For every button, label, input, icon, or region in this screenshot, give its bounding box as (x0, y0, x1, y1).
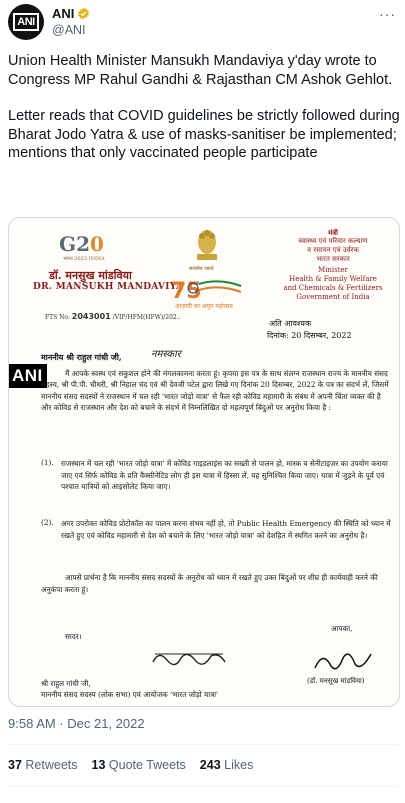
emblem-motto: सत्यमेव जयते (189, 266, 214, 272)
tweet-timestamp[interactable]: 9:58 AM · Dec 21, 2022 (8, 716, 145, 731)
retweets-stat[interactable]: 37 Retweets (8, 758, 78, 772)
handwritten-note (149, 644, 229, 672)
tweet-header (8, 4, 398, 42)
sign-off: सादर। (65, 632, 82, 641)
quote-tweets-stat[interactable]: 13 Quote Tweets (91, 758, 186, 772)
list-item: अगर उपरोक्त कोविड प्रोटोकॉल का पालन करना संभव नहीं हो, तो Public Health Emergency की स्थिति को ध्यान में रखते हुए एवं कोविड महामारी से देश को बचाने के लिए 'भारत जोड़ो यात्रा' को देशहित में स्थगित करने का अनुरोध है। (61, 519, 391, 540)
author-name-row[interactable] (52, 6, 90, 21)
tweet-paragraph: Union Health Minister Mansukh Mandaviya y'day wrote to Congress MP Rahul Gandhi & Rajasthan CM Ashok Gehlot. (8, 53, 393, 88)
yours-label: आपका, (331, 624, 353, 633)
letter-paragraph: मैं आपके स्वस्थ एवं सकुशल होने की मंगलकामना करता हूं। कृपया इस पत्र के साथ संलग्न राजस्थान राज्य के माननीय संसद सदस्य, श्री पी.पी. चौधरी, श्री निहाल चंद एवं श्री देवजी पटेल द्वारा लिखे गए दिनांक 20 दिसम्बर, 2022 के पत्र का संदर्भ लें, जिसमें माननीय संसद सदस्यों ने राजस्थान में चल रही 'भारत जोड़ो यात्रा' से फैल रही कोविड महामारी के संबंध में अपनी चिंता व्यक्त की है और कोविड से राजस्थान और देश को बचाने के संदर्भ में निम्नलिखित दो महत्वपूर्ण बिंदुओं पर अनुरोध किया है : (41, 369, 389, 412)
more-options-icon[interactable]: ··· (379, 6, 396, 22)
list-item: राजस्थान में चल रही 'भारत जोड़ो यात्रा' में कोविड गाइडलाइंस का सख्ती से पालन हो, मास्क व सेनीटाइज़र का उपयोग कराया जाए एवं सिर्फ कोविड के प्रति वैक्सीनेटिड लोग ही इस यात्रा में हिस्सा लें, यह सुनिश्चित किया जाए। यात्रा में जुड़ने के पूर्व एवं पश्चात यात्रियों को आइसोलेट किया जाए। (61, 459, 388, 491)
ani-watermark: ANI (8, 364, 47, 388)
tweet-stats (8, 758, 253, 772)
urgent-label: अति आवश्यक (269, 319, 312, 328)
likes-stat[interactable]: 243 Likes (199, 758, 254, 772)
national-emblem-icon (194, 224, 220, 264)
fts-number: FTS No. 2043001 /VIP/HFM(HFW)/202.. (45, 312, 181, 321)
addressee-name: श्री राहुल गांधी जी, (41, 679, 91, 688)
svg-text:75: 75 (171, 279, 202, 304)
signer-name: (डॉ. मनसुख मांडविया) (307, 677, 365, 685)
azadi-caption: आज़ादी का अमृत महोत्सव (175, 303, 233, 310)
divider (8, 786, 398, 787)
list-number: (1). (41, 458, 54, 467)
g20-logo: G20 (59, 232, 104, 256)
tweet-image[interactable] (8, 217, 400, 707)
verified-badge-icon (77, 7, 90, 20)
ani-logo: ANI (13, 13, 38, 31)
tweet-text (8, 52, 400, 181)
handwritten-greeting: नमस्कार (151, 349, 181, 360)
tweet-paragraph: Letter reads that COVID guidelines be strictly followed during Bharat Jodo Yatra & use of masks-sanitiser be implemented; mentions that only vaccinated people participate (8, 108, 400, 161)
letter-document (9, 218, 399, 706)
letter-date: दिनांक: 20 दिसम्बर, 2022 (267, 331, 352, 340)
salutation: माननीय श्री राहुल गांधी जी, (41, 352, 122, 362)
divider (8, 744, 398, 745)
ministry-block: मंत्री स्वास्थ्य एवं परिवार कल्याण व रसायन एवं उर्वरक भारत सरकार Minister Health & Family Welfare and Chemicals & Fertilizers Government of India (283, 228, 383, 301)
signature (309, 646, 379, 676)
letter-closing: आपसे प्रार्थना है कि माननीय संसद सदस्यों के अनुरोध को ध्यान में रखते हुए उक्त बिंदुओं पर शीघ्र ही कार्यवाही करने की अनुकंपा करता हूं। (41, 573, 378, 594)
minister-name-hindi: डॉ. मनसुख मांडविया (49, 269, 132, 282)
g20-subtitle: भारत 2023 INDIA (63, 256, 105, 262)
author-name[interactable]: ANI (52, 6, 75, 21)
minister-name-english: DR. MANSUKH MANDAVIYA (33, 282, 184, 292)
list-number: (2). (41, 518, 54, 527)
avatar[interactable] (8, 4, 44, 40)
addressee-title: माननीय संसद सदस्य (लोक सभा) एवं आयोजक 'भारत जोड़ो यात्रा' (41, 690, 219, 699)
author-handle[interactable]: @ANI (52, 23, 86, 37)
